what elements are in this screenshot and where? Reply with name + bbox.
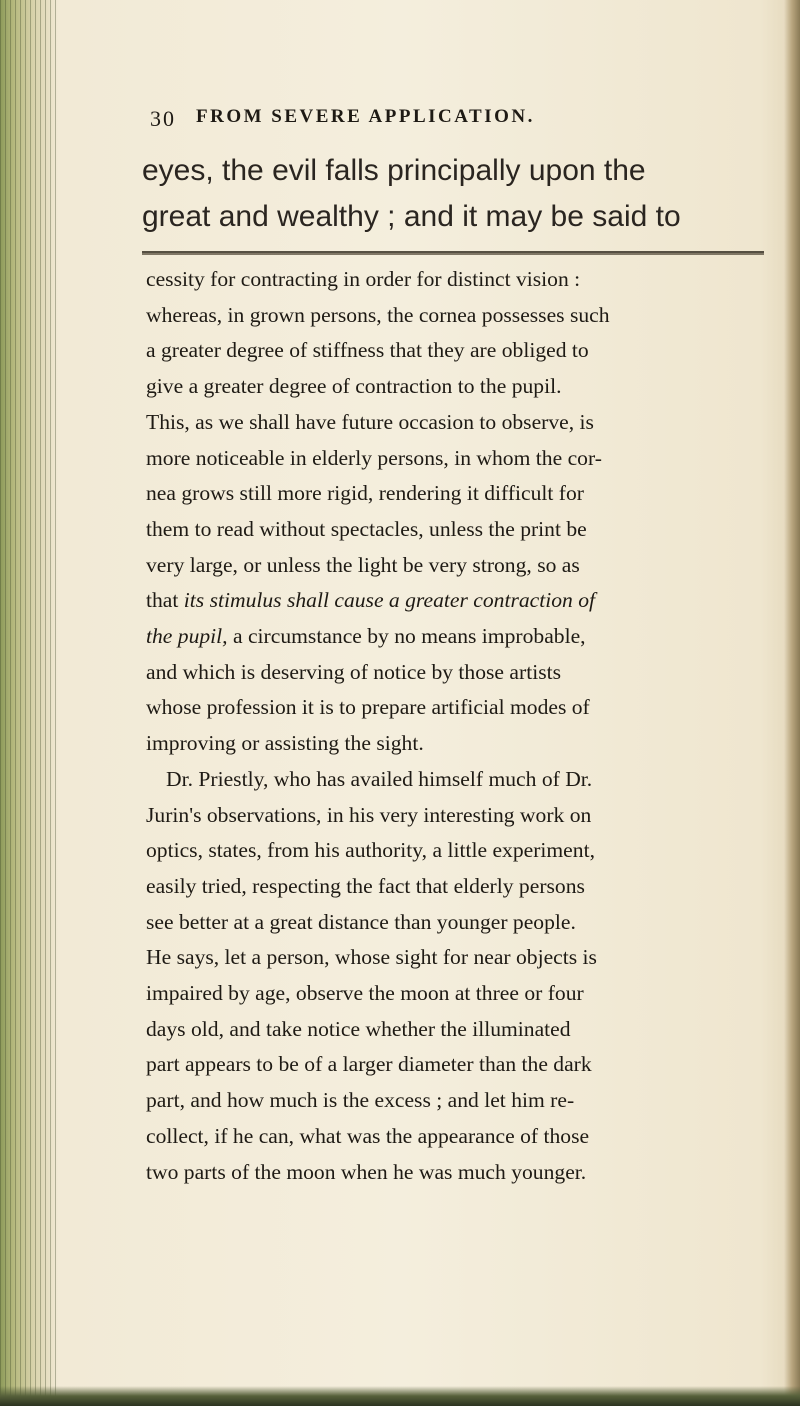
text-segment: part, and how much is the excess ; and let him re-	[146, 1088, 575, 1113]
text-segment: a circumstance by no means improbable,	[227, 624, 586, 649]
text-line	[146, 940, 766, 976]
text-segment: He says, let a person, whose sight for near objects is	[146, 945, 597, 970]
text-line	[146, 905, 766, 941]
text-line	[146, 726, 766, 762]
page-binding-edge	[0, 0, 58, 1406]
text-segment: them to read without spectacles, unless the print be	[146, 516, 587, 541]
text-line	[146, 512, 766, 548]
text-line	[146, 655, 766, 691]
text-segment: Jurin's observations, in his very interesting work on	[146, 802, 592, 827]
running-head: FROM SEVERE APPLICATION.	[196, 106, 535, 127]
text-line	[146, 262, 766, 298]
text-line	[146, 298, 766, 334]
text-segment: a greater degree of stiffness that they are obliged to	[146, 338, 589, 363]
text-segment: impaired by age, observe the moon at three or four	[146, 981, 584, 1006]
text-segment: more noticeable in elderly persons, in whom the cor-	[146, 445, 602, 470]
page-number: 30	[150, 106, 176, 131]
text-line	[146, 976, 766, 1012]
text-line	[146, 690, 766, 726]
text-line	[146, 583, 766, 619]
text-segment: part appears to be of a larger diameter than the dark	[146, 1052, 592, 1077]
text-segment: improving or assisting the sight.	[146, 731, 424, 756]
text-line	[146, 548, 766, 584]
text-segment: very large, or unless the light be very strong, so as	[146, 552, 580, 577]
text-line	[146, 1119, 766, 1155]
text-line	[146, 1047, 766, 1083]
text-segment: Dr. Priestly, who has availed himself much of Dr.	[166, 766, 593, 791]
text-line	[146, 333, 766, 369]
text-segment: optics, states, from his authority, a little experiment,	[146, 838, 595, 863]
text-segment: This, as we shall have future occasion to observe, is	[146, 409, 594, 434]
overlaid-text-fragment	[142, 148, 772, 240]
text-segment: whose profession it is to prepare artificial modes of	[146, 695, 590, 720]
text-line	[146, 833, 766, 869]
body-text	[146, 262, 766, 1190]
paste-edge-divider	[142, 251, 764, 255]
text-line	[146, 476, 766, 512]
text-segment: whereas, in grown persons, the cornea possesses such	[146, 302, 610, 327]
text-line	[146, 405, 766, 441]
text-segment: collect, if he can, what was the appearance of those	[146, 1123, 590, 1148]
text-line	[146, 1155, 766, 1191]
page-bottom-edge	[0, 1386, 800, 1406]
text-segment: days old, and take notice whether the illuminated	[146, 1016, 571, 1041]
italic-text: its stimulus shall cause a greater contraction of	[183, 588, 596, 613]
text-segment: see better at a great distance than younger people.	[146, 909, 576, 934]
text-line	[146, 1083, 766, 1119]
text-line	[146, 869, 766, 905]
text-line	[146, 369, 766, 405]
page-header	[150, 106, 750, 146]
text-segment: that	[146, 588, 184, 613]
lead-line: great and wealthy ; and it may be said to	[142, 200, 681, 233]
text-segment: cessity for contracting in order for distinct vision :	[146, 267, 581, 291]
text-line	[146, 1012, 766, 1048]
text-line	[146, 798, 766, 834]
lead-line: eyes, the evil falls principally upon the	[142, 154, 646, 187]
italic-text: the pupil,	[146, 624, 228, 649]
text-line	[146, 441, 766, 477]
page-right-edge	[784, 0, 800, 1406]
text-line	[146, 619, 766, 655]
text-line	[146, 762, 766, 798]
text-segment: nea grows still more rigid, rendering it difficult for	[146, 481, 584, 506]
text-segment: easily tried, respecting the fact that elderly persons	[146, 873, 585, 898]
text-segment: and which is deserving of notice by those artists	[146, 659, 561, 684]
text-segment: two parts of the moon when he was much younger.	[146, 1159, 587, 1184]
text-segment: give a greater degree of contraction to the pupil.	[146, 374, 562, 399]
